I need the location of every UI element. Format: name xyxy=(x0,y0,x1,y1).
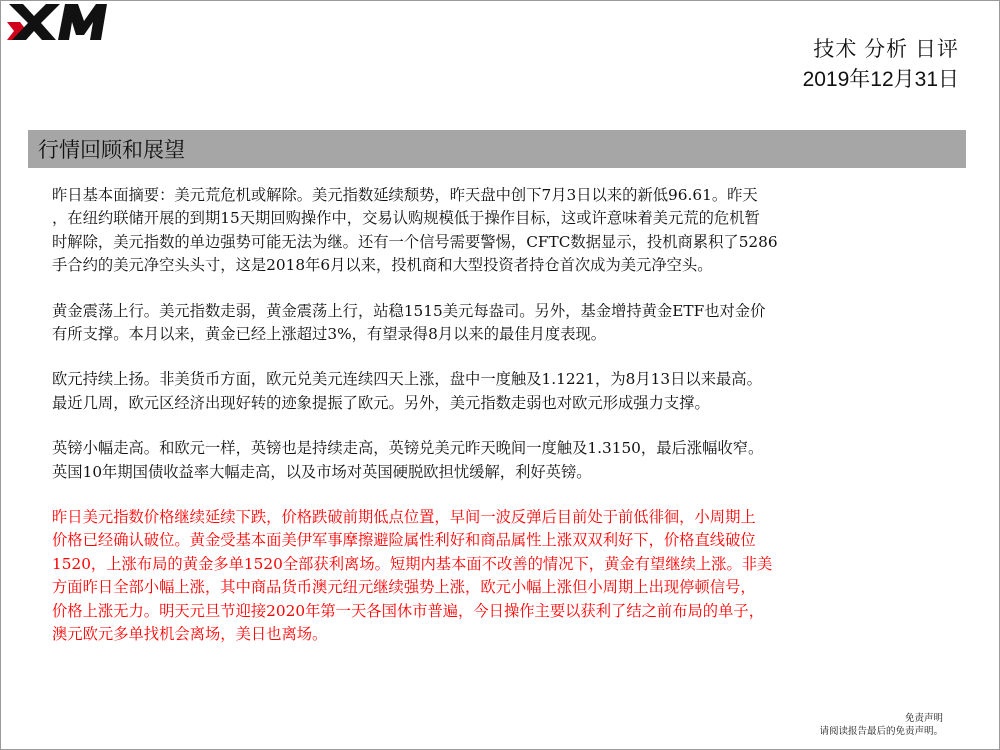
report-date: 2019年12月31日 xyxy=(802,68,959,91)
report-body xyxy=(52,184,952,669)
section-title-bar: 行情回顾和展望 xyxy=(28,130,966,168)
paragraph-euro: 欧元持续上扬。非美货币方面，欧元兑美元连续四天上涨，盘中一度触及1.1221，为8月13日以来最高。 最近几周，欧元区经济出现好转的迹象提振了欧元。另外，美元指数走弱也对欧元形成强力支撑。 xyxy=(52,370,762,412)
xm-logo xyxy=(7,3,107,41)
disclaimer-footer xyxy=(819,712,943,738)
disclaimer-note: 请阅读报告最后的免责声明。 xyxy=(819,726,943,737)
report-header xyxy=(803,35,959,95)
paragraph-technical-outlook: 昨日美元指数价格继续延续下跌，价格跌破前期低点位置，早间一波反弹后目前处于前低徘徊，小周期上 价格已经确认破位。黄金受基本面美伊军事摩擦避险属性利好和商品属性上涨双双利好下，价格直线破位 1520，上涨布局的黄金多单1520全部获利离场。短期内基本面不改善的情况下，黄金有望继续上涨。非美 方面昨日全部小幅上涨，其中商品货币澳元纽元继续强势上涨，欧元小幅上涨但小周期上出现停顿信号， 价格上涨无力。明天元旦节迎接2020年第一天各国休市普遍，今日操作主要以获利了结之前布局的单子， 澳元欧元多单找机会离场，美日也离场。 xyxy=(52,508,773,644)
paragraph-gold: 黄金震荡上行。美元指数走弱，黄金震荡上行，站稳1515美元每盎司。另外，基金增持黄金ETF也对金价 有所支撑。本月以来，黄金已经上涨超过3%，有望录得8月以来的最佳月度表现。 xyxy=(52,301,766,344)
paragraph-pound: 英镑小幅走高。和欧元一样，英镑也是持续走高，英镑兑美元昨天晚间一度触及1.3150，最后涨幅收窄。 英国10年期国债收益率大幅走高，以及市场对英国硬脱欧担忧缓解，利好英镑。 xyxy=(52,439,764,481)
paragraph-fundamentals: 昨日基本面摘要：美元荒危机或解除。美元指数延续颓势，昨天盘中创下7月3日以来的新低96.61。昨天 ，在纽约联储开展的到期15天期回购操作中，交易认购规模低于操作目标，这或许意味着美元荒的危机暂 时解除，美元指数的单边强势可能无法为继。还有一个信号需要警惕，CFTC数据显示，投机商累积了5286 手合约的美元净空头头寸，这是2018年6月以来，投机商和大型投资者持仓首次成为美元净空头。 xyxy=(52,186,778,275)
report-title: 技术 分析 日评 xyxy=(813,38,959,61)
disclaimer-title: 免责声明 xyxy=(904,713,943,724)
